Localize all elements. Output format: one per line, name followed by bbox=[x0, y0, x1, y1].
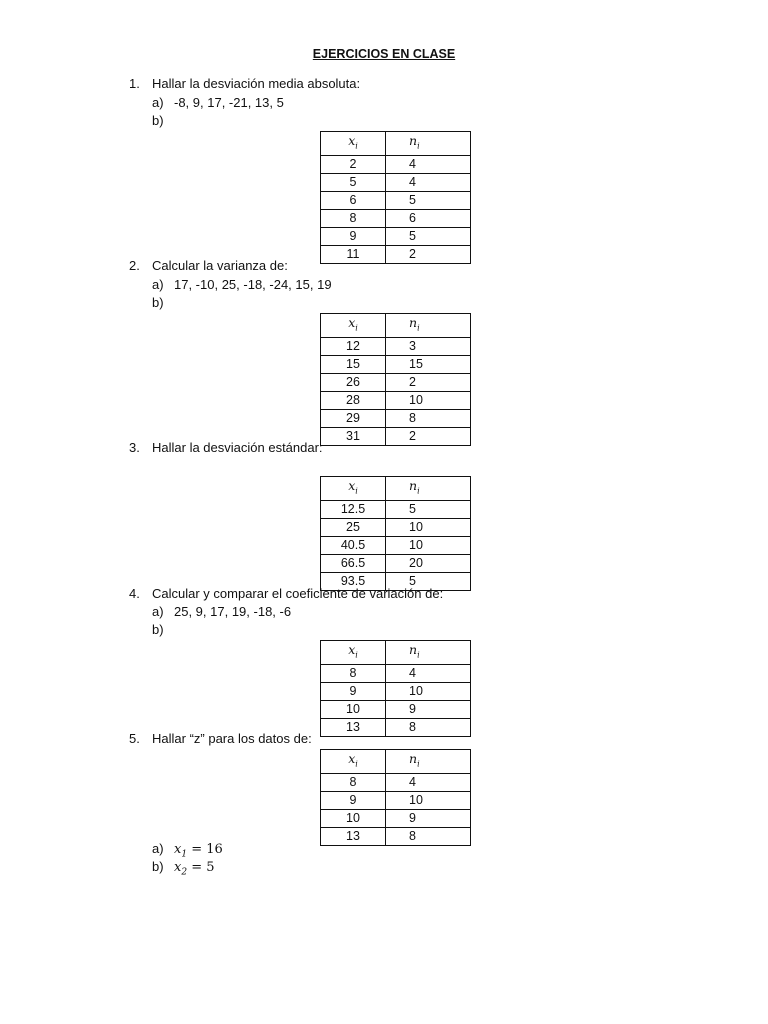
cell-xi: 8 bbox=[321, 664, 386, 682]
part-label: a) bbox=[152, 841, 164, 856]
cell-ni: 15 bbox=[386, 355, 471, 373]
cell-ni: 5 bbox=[386, 572, 471, 590]
cell-xi: 6 bbox=[321, 191, 386, 209]
cell-xi: 66.5 bbox=[321, 554, 386, 572]
column-header-ni: $n_i$ bbox=[386, 750, 471, 774]
part-values: 25, 9, 17, 19, -18, -6 bbox=[174, 604, 292, 619]
table-header-row bbox=[321, 477, 471, 501]
page-title: EJERCICIOS EN CLASE bbox=[312, 47, 456, 61]
cell-xi: 28 bbox=[321, 391, 386, 409]
column-header-xi: $x_i$ bbox=[321, 750, 386, 774]
exercise-number: 3. bbox=[129, 440, 140, 455]
cell-xi: 9 bbox=[321, 682, 386, 700]
column-header-xi: $x_i$ bbox=[321, 132, 386, 156]
table-row bbox=[321, 173, 471, 191]
table-row bbox=[321, 700, 471, 718]
cell-ni: 4 bbox=[386, 155, 471, 173]
cell-xi: 31 bbox=[321, 427, 386, 445]
cell-ni: 2 bbox=[386, 427, 471, 445]
cell-xi: 11 bbox=[321, 245, 386, 263]
part-values: -8, 9, 17, -21, 13, 5 bbox=[174, 95, 284, 110]
frequency-table bbox=[320, 640, 471, 737]
column-header-xi: $x_i$ bbox=[321, 314, 386, 338]
cell-xi: 9 bbox=[321, 791, 386, 809]
cell-ni: 9 bbox=[386, 700, 471, 718]
table-row bbox=[321, 773, 471, 791]
exercise-1-part-b bbox=[152, 113, 174, 129]
cell-ni: 3 bbox=[386, 337, 471, 355]
column-header-ni: $n_i$ bbox=[386, 477, 471, 501]
cell-xi: 13 bbox=[321, 718, 386, 736]
cell-ni: 10 bbox=[386, 536, 471, 554]
table-row bbox=[321, 554, 471, 572]
cell-ni: 9 bbox=[386, 809, 471, 827]
part-label: b) bbox=[152, 859, 164, 874]
exercise-2-part-b bbox=[152, 295, 174, 311]
table-row bbox=[321, 245, 471, 263]
column-header-ni: $n_i$ bbox=[386, 132, 471, 156]
table-header-row bbox=[321, 132, 471, 156]
cell-xi: 13 bbox=[321, 827, 386, 845]
exercise-4-part-a bbox=[152, 604, 291, 620]
cell-xi: 12 bbox=[321, 337, 386, 355]
table-row bbox=[321, 373, 471, 391]
cell-ni: 10 bbox=[386, 791, 471, 809]
table-row bbox=[321, 718, 471, 736]
cell-xi: 29 bbox=[321, 409, 386, 427]
cell-xi: 15 bbox=[321, 355, 386, 373]
cell-ni: 20 bbox=[386, 554, 471, 572]
cell-xi: 10 bbox=[321, 700, 386, 718]
cell-xi: 5 bbox=[321, 173, 386, 191]
cell-ni: 2 bbox=[386, 245, 471, 263]
cell-xi: 10 bbox=[321, 809, 386, 827]
column-header-xi: $x_i$ bbox=[321, 477, 386, 501]
frequency-table bbox=[320, 749, 471, 846]
equation: $x_2 = 5$ bbox=[174, 860, 215, 878]
part-label: a) bbox=[152, 604, 164, 619]
table-row bbox=[321, 809, 471, 827]
cell-xi: 9 bbox=[321, 227, 386, 245]
frequency-table bbox=[320, 131, 471, 264]
part-label: b) bbox=[152, 622, 164, 637]
exercise-number: 4. bbox=[129, 586, 140, 601]
exercise-1 bbox=[129, 76, 360, 92]
cell-ni: 10 bbox=[386, 518, 471, 536]
cell-ni: 5 bbox=[386, 227, 471, 245]
exercise-2-part-a bbox=[152, 277, 332, 293]
cell-xi: 2 bbox=[321, 155, 386, 173]
table-row bbox=[321, 355, 471, 373]
table-row bbox=[321, 209, 471, 227]
cell-ni: 8 bbox=[386, 718, 471, 736]
cell-xi: 93.5 bbox=[321, 572, 386, 590]
exercise-number: 5. bbox=[129, 731, 140, 746]
column-header-ni: $n_i$ bbox=[386, 641, 471, 665]
exercise-text: Hallar la desviación estándar: bbox=[152, 440, 323, 455]
column-header-xi: $x_i$ bbox=[321, 641, 386, 665]
cell-ni: 2 bbox=[386, 373, 471, 391]
cell-xi: 12.5 bbox=[321, 500, 386, 518]
cell-ni: 8 bbox=[386, 409, 471, 427]
cell-xi: 26 bbox=[321, 373, 386, 391]
table-row bbox=[321, 827, 471, 845]
part-label: b) bbox=[152, 295, 164, 310]
table-row bbox=[321, 518, 471, 536]
cell-xi: 8 bbox=[321, 773, 386, 791]
exercise-text: Calcular la varianza de: bbox=[152, 258, 288, 273]
exercise-text: Hallar “z” para los datos de: bbox=[152, 731, 312, 746]
cell-ni: 5 bbox=[386, 500, 471, 518]
part-values: 17, -10, 25, -18, -24, 15, 19 bbox=[174, 277, 332, 292]
part-label: b) bbox=[152, 113, 164, 128]
exercise-5 bbox=[129, 731, 312, 747]
exercise-text: Calcular y comparar el coeficiente de variación de: bbox=[152, 586, 444, 601]
cell-xi: 8 bbox=[321, 209, 386, 227]
cell-ni: 5 bbox=[386, 191, 471, 209]
cell-ni: 4 bbox=[386, 173, 471, 191]
table-row bbox=[321, 791, 471, 809]
table-row bbox=[321, 500, 471, 518]
exercise-4 bbox=[129, 586, 443, 602]
table-row bbox=[321, 536, 471, 554]
equation: $x_1 = 16$ bbox=[174, 842, 223, 860]
exercise-4-part-b bbox=[152, 622, 174, 638]
table-row bbox=[321, 191, 471, 209]
exercise-3 bbox=[129, 440, 323, 456]
exercise-number: 1. bbox=[129, 76, 140, 91]
column-header-ni: $n_i$ bbox=[386, 314, 471, 338]
table-row bbox=[321, 664, 471, 682]
exercise-1-part-a bbox=[152, 95, 284, 111]
part-label: a) bbox=[152, 277, 164, 292]
cell-ni: 10 bbox=[386, 391, 471, 409]
table-row bbox=[321, 227, 471, 245]
exercise-text: Hallar la desviación media absoluta: bbox=[152, 76, 361, 91]
exercise-2 bbox=[129, 258, 288, 274]
table-row bbox=[321, 155, 471, 173]
cell-xi: 40.5 bbox=[321, 536, 386, 554]
table-header-row bbox=[321, 641, 471, 665]
table-header-row bbox=[321, 750, 471, 774]
table-row bbox=[321, 409, 471, 427]
frequency-table bbox=[320, 313, 471, 446]
exercise-number: 2. bbox=[129, 258, 140, 273]
cell-ni: 8 bbox=[386, 827, 471, 845]
part-label: a) bbox=[152, 95, 164, 110]
cell-ni: 4 bbox=[386, 664, 471, 682]
cell-xi: 25 bbox=[321, 518, 386, 536]
table-row bbox=[321, 391, 471, 409]
frequency-table bbox=[320, 476, 471, 591]
table-row bbox=[321, 682, 471, 700]
cell-ni: 6 bbox=[386, 209, 471, 227]
exercise-5-part-b bbox=[152, 859, 215, 881]
cell-ni: 4 bbox=[386, 773, 471, 791]
cell-ni: 10 bbox=[386, 682, 471, 700]
table-row bbox=[321, 337, 471, 355]
table-header-row bbox=[321, 314, 471, 338]
table-row bbox=[321, 427, 471, 445]
